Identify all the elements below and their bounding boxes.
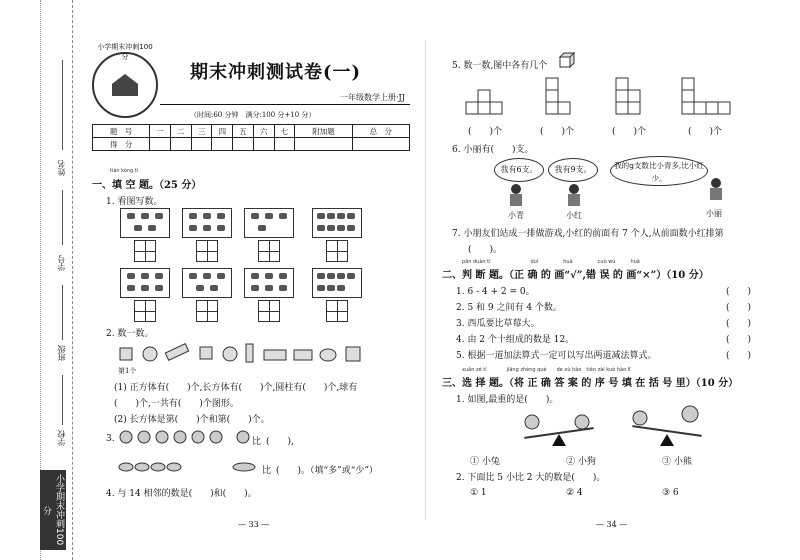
choice-option[interactable]: ① 小兔: [470, 457, 500, 467]
answer-grid[interactable]: [326, 240, 348, 262]
class-line: [62, 285, 63, 340]
answer-grid[interactable]: [258, 240, 280, 262]
animals-on-scale: [520, 410, 600, 434]
choice-q1: 1. 如图,最重的是( )。: [456, 395, 559, 405]
judge-item: 2. 5 和 9 之间有 4 个数。: [456, 303, 562, 313]
score-header-cell: 六: [253, 125, 274, 138]
cube-shape: [120, 348, 132, 360]
section1-title: 一、填 空 题。（25 分）: [92, 180, 202, 191]
judge-item: 1. 6 - 4 + 2 = 0。: [456, 287, 535, 297]
choice-option[interactable]: ③ 6: [662, 488, 679, 498]
picture-box: [244, 268, 294, 298]
score-table: [92, 124, 410, 151]
q2-part2: (2) 长方体是第( )个和第( )个。: [114, 415, 270, 425]
section2-title: 二、判 断 题。（正 确 的 画“√”,错 误 的 画“×”）（10 分）: [442, 270, 709, 281]
score-table-header-row: [93, 125, 410, 138]
choice-option[interactable]: ② 4: [566, 488, 583, 498]
cube-stacks: [462, 76, 782, 122]
solid-shapes-row: [118, 342, 378, 364]
picture-box: [120, 208, 170, 238]
q2-text: 2. 数一数。: [106, 329, 154, 339]
score-row-label: 得 分: [93, 138, 150, 151]
q6-text: 6. 小丽有( )支。: [452, 145, 534, 155]
section3-title: 三、选 择 题。（将 正 确 答 案 的 序 号 填 在 括 号 里）（10 分）: [442, 378, 739, 389]
score-cell[interactable]: [191, 138, 212, 151]
score-header-cell: 二: [171, 125, 192, 138]
section1-pinyin: tián kòng tí: [110, 168, 139, 174]
cube-shape: [346, 347, 360, 361]
cylinder-shape: [320, 349, 336, 361]
score-cell[interactable]: [212, 138, 233, 151]
judge-answer[interactable]: ( ): [726, 303, 752, 313]
judge-item: 3. 西瓜要比草莓大。: [456, 319, 540, 329]
picture-box: [120, 268, 170, 298]
judge-item: 5. 根据一道加法算式一定可以写出两道减法算式。: [456, 351, 657, 361]
judge-answer[interactable]: ( ): [726, 335, 752, 345]
name-line: [62, 60, 63, 150]
sphere-shape: [143, 347, 157, 361]
picture-box: [312, 208, 362, 238]
child-name: 小红: [566, 211, 582, 220]
q5-text: 5. 数一数,图中各有几个: [452, 61, 548, 71]
cat-group: [118, 428, 238, 446]
judge-answer[interactable]: ( ): [726, 351, 752, 361]
answer-grid[interactable]: [326, 300, 348, 322]
q5-answer[interactable]: ( )个: [540, 127, 575, 137]
judge-answer[interactable]: ( ): [726, 319, 752, 329]
q7-text: 7. 小朋友们站成一排做游戏,小红的前面有 7 个人,从前面数小红排第: [452, 229, 724, 239]
fish-single: [230, 460, 260, 474]
score-cell[interactable]: [352, 138, 409, 151]
picture-box: [182, 208, 232, 238]
q3-label: 3.: [106, 434, 115, 444]
balance-scale-left: [520, 410, 600, 450]
score-cell[interactable]: [274, 138, 295, 151]
answer-grid[interactable]: [134, 300, 156, 322]
cuboid-shape: [294, 350, 312, 360]
answer-grid[interactable]: [196, 300, 218, 322]
score-header-cell: 题 号: [93, 125, 150, 138]
q3-compare1: 比: [252, 437, 262, 447]
balance-scale-right: [628, 404, 708, 450]
score-header-cell: 一: [150, 125, 171, 138]
section3-pinyin: xuǎn zé tí jiāng zhèng què de xù hào tián zài kuò hào lǐ: [462, 367, 631, 373]
choice-option[interactable]: ③ 小熊: [662, 457, 692, 467]
title-rule: [160, 104, 410, 105]
brand-strip: 小学期末冲刺100分: [40, 470, 66, 550]
student-id-label: 学号: [57, 255, 66, 271]
q2-part1: (1) 正方体有( )个,长方体有( )个,圆柱有( )个,球有: [114, 383, 358, 393]
page-number-right: — 34 —: [596, 520, 628, 529]
q7-blank[interactable]: ( )。: [468, 245, 503, 255]
score-cell[interactable]: [295, 138, 352, 151]
answer-grid[interactable]: [196, 240, 218, 262]
q5-answer[interactable]: ( )个: [688, 127, 723, 137]
picture-box: [182, 268, 232, 298]
choice-option[interactable]: ② 小狗: [566, 457, 596, 467]
q2-note: 第1个: [118, 367, 137, 375]
q4-text: 4. 与 14 相邻的数是( )和( )。: [106, 489, 257, 499]
name-label: 姓名: [57, 160, 66, 176]
school-line: [62, 375, 63, 425]
q3-blank2[interactable]: ( )。（填“多”或“少”）: [276, 466, 378, 476]
score-header-cell: 附加题: [295, 125, 352, 138]
score-table-row: [93, 138, 410, 151]
score-header-cell: 四: [212, 125, 233, 138]
q1-text: 1. 看图写数。: [106, 197, 163, 207]
cylinder-shape: [246, 344, 253, 362]
page-subtitle: 一年级数学上册·JJ: [340, 93, 405, 102]
score-cell[interactable]: [171, 138, 192, 151]
picture-box: [312, 268, 362, 298]
binding-strip: [0, 0, 73, 560]
child-figure: [708, 178, 724, 200]
page-number-left: — 33 —: [238, 520, 270, 529]
score-header-cell: 三: [191, 125, 212, 138]
small-cube-icon: [558, 52, 576, 70]
judge-item: 4. 由 2 个十组成的数是 12。: [456, 335, 575, 345]
child-figure: [566, 184, 582, 206]
q3-compare2: 比: [262, 466, 272, 476]
cube-shape: [200, 347, 212, 359]
choice-q2: 2. 下面比 5 小比 2 大的数是( )。: [456, 473, 606, 483]
speech-bubble: 我有6支。: [494, 158, 544, 182]
judge-answer[interactable]: ( ): [726, 287, 752, 297]
score-header-cell: 五: [233, 125, 254, 138]
house-icon: [112, 74, 138, 96]
id-line: [62, 190, 63, 245]
class-label: 班级: [57, 345, 66, 361]
picture-box: [244, 208, 294, 238]
cuboid-shape: [264, 350, 286, 360]
child-name: 小青: [508, 211, 524, 220]
child-name: 小丽: [706, 209, 722, 218]
answer-grid[interactable]: [134, 240, 156, 262]
sphere-shape: [223, 347, 237, 361]
speech-bubble: 我有9支。: [548, 158, 598, 182]
answer-grid[interactable]: [258, 300, 280, 322]
logo-ring-text: 小学期末冲刺100分: [97, 43, 153, 61]
cat-single: [234, 428, 254, 446]
score-cell[interactable]: [150, 138, 171, 151]
cylinder-shape: [165, 344, 188, 361]
score-cell[interactable]: [253, 138, 274, 151]
q2-part1b: ( )个,一共有( )个图形。: [114, 399, 239, 409]
score-header-cell: 七: [274, 125, 295, 138]
q5-answer[interactable]: ( )个: [468, 127, 503, 137]
school-label: 学校: [57, 430, 66, 446]
section2-pinyin: pàn duàn tí duì huà cuò wù huà: [462, 259, 640, 265]
time-info: （时间:60 分钟 满分:100 分+10 分）: [190, 111, 316, 119]
q3-blank1[interactable]: ( ),: [266, 437, 294, 447]
speech-bubble: 我的𝗀支数比小青多,比小红少。: [610, 156, 708, 186]
page-divider: [425, 40, 426, 520]
fish-group: [118, 460, 198, 474]
score-header-cell: 总 分: [352, 125, 409, 138]
q5-answer[interactable]: ( )个: [612, 127, 647, 137]
child-figure: [508, 184, 524, 206]
page-title: 期末冲刺测试卷(一): [190, 62, 362, 83]
series-logo: [92, 43, 158, 118]
score-cell[interactable]: [233, 138, 254, 151]
choice-option[interactable]: ① 1: [470, 488, 487, 498]
